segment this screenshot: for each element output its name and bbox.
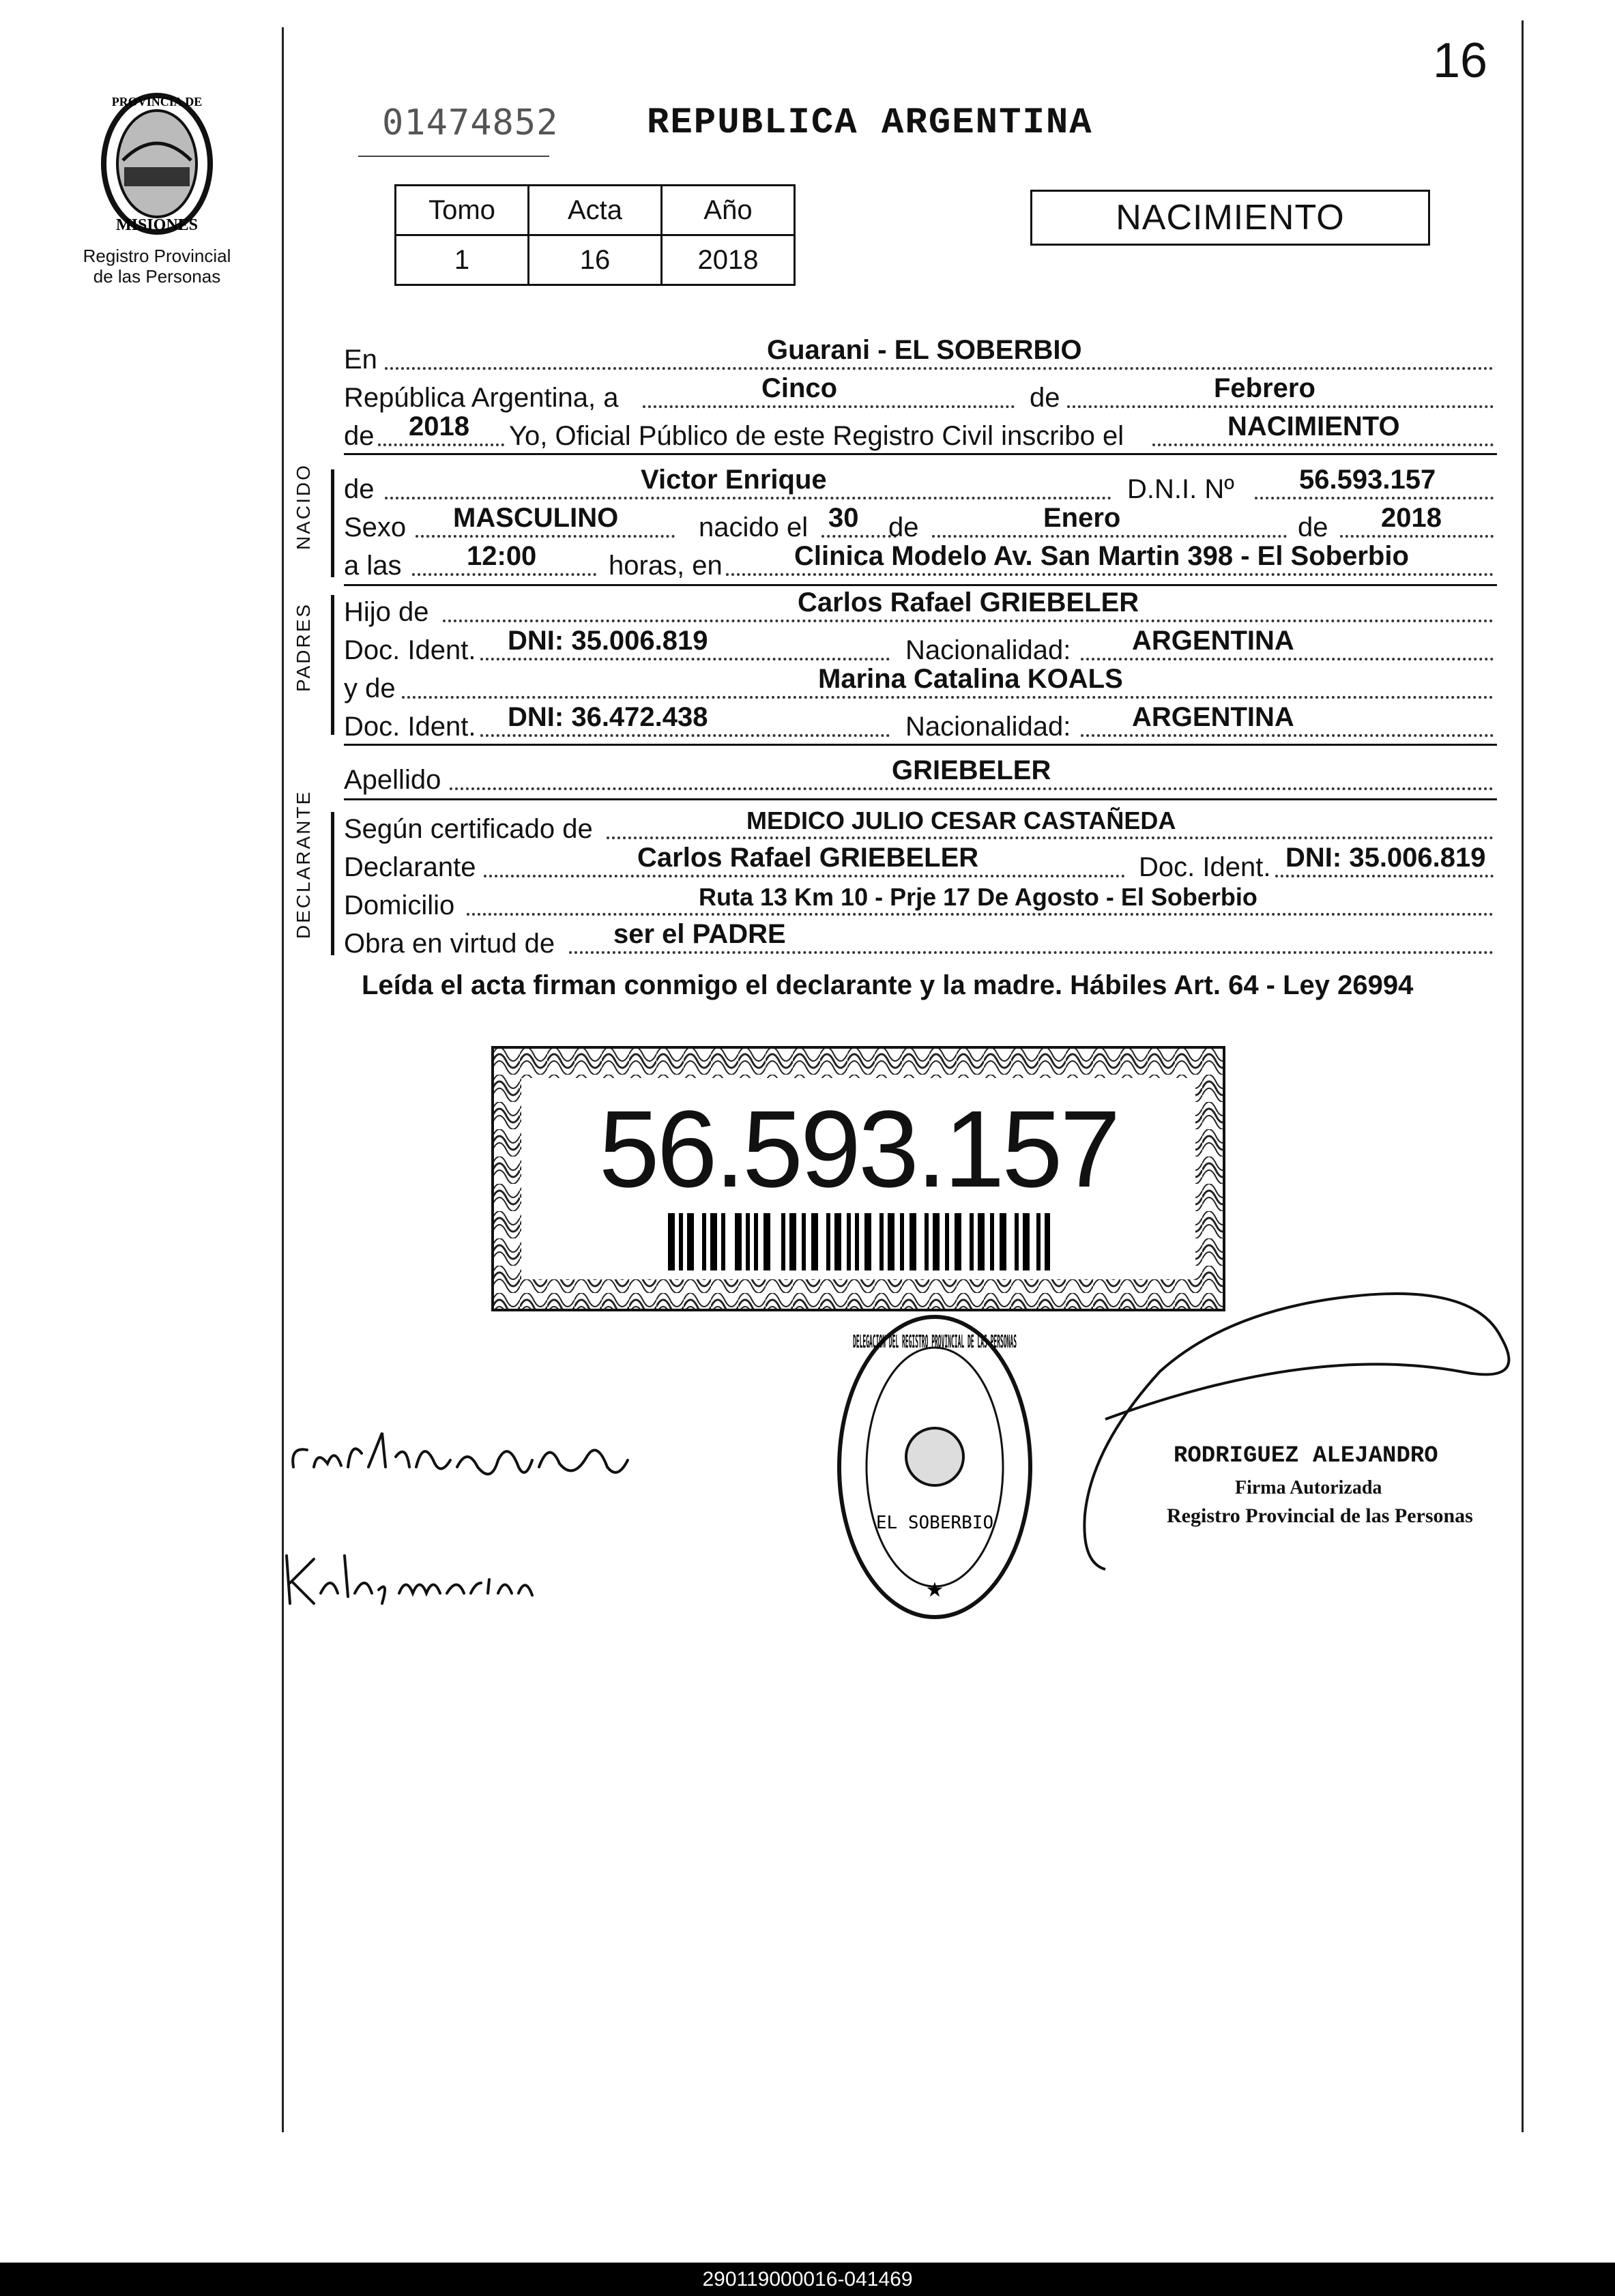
dotted-line [1255, 497, 1494, 499]
value-obra: ser el PADRE [613, 919, 786, 949]
dotted-line [443, 620, 1494, 622]
value-time: 12:00 [467, 541, 537, 571]
label-obra: Obra en virtud de [344, 929, 555, 959]
label-hijo-de: Hijo de [344, 597, 429, 627]
dotted-line [932, 535, 1287, 538]
label-de-name: de [344, 474, 375, 504]
table-value-anio: 2018 [662, 235, 795, 285]
value-birth-place: Clinica Modelo Av. San Martin 398 - El Soberbio [794, 541, 1409, 571]
dotted-line [821, 535, 897, 538]
label-doc-father: Doc. Ident. [344, 635, 476, 665]
dotted-line [1067, 405, 1494, 408]
section-label-nacido: NACIDO [293, 463, 314, 550]
value-apellido: GRIEBELER [892, 755, 1051, 785]
label-nac-mother: Nacionalidad: [905, 712, 1071, 742]
page-number: 16 [1433, 33, 1488, 88]
sticker-inner [521, 1078, 1195, 1279]
label-declarante: Declarante [344, 852, 476, 882]
dotted-line [378, 444, 504, 446]
dotted-line [1340, 535, 1494, 538]
dotted-line [385, 497, 1111, 499]
label-nac-father: Nacionalidad: [905, 635, 1071, 665]
line-father-doc [344, 626, 1497, 666]
logo-caption-1: Registro Provincial [83, 246, 231, 266]
label-y-de: y de [344, 673, 396, 703]
official-name: RODRIGUEZ ALEJANDRO [1174, 1443, 1438, 1469]
dotted-line [1152, 444, 1494, 446]
label-domicilio: Domicilio [344, 890, 455, 920]
section-bar-nacido [331, 469, 334, 577]
line-obra [344, 920, 1497, 959]
value-day: Cinco [761, 373, 838, 403]
value-declarante: Carlos Rafael GRIEBELER [637, 843, 979, 873]
table-header-anio: Año [662, 186, 795, 235]
line-year [344, 412, 1497, 452]
stamp-ring-text: DELEGACION DEL REGISTRO PROVINCIAL DE LAS PERSONAS [853, 1332, 1017, 1352]
table-header-tomo: Tomo [396, 186, 529, 235]
logo-caption-2: de las Personas [93, 266, 221, 287]
dotted-line [385, 367, 1494, 370]
section-bar-declarante [331, 812, 334, 955]
official-signature-icon [1023, 1269, 1528, 1583]
dotted-line [607, 837, 1494, 839]
value-father-nat: ARGENTINA [1132, 626, 1294, 656]
dotted-line [1081, 734, 1494, 737]
value-act: NACIMIENTO [1227, 411, 1400, 441]
line-place [344, 336, 1497, 375]
label-apellido: Apellido [344, 765, 441, 795]
value-dni: 56.593.157 [1299, 465, 1436, 495]
value-father-doc: DNI: 35.006.819 [508, 626, 708, 656]
record-table [394, 184, 796, 286]
delegation-stamp [832, 1310, 1037, 1624]
sticker-dni-number: 56.593.157 [598, 1088, 1118, 1210]
dotted-line [480, 734, 890, 737]
country-title: REPUBLICA ARGENTINA [647, 102, 1093, 144]
line-sex [344, 504, 1497, 543]
label-republica: República Argentina, a [344, 383, 619, 413]
value-name: Victor Enrique [641, 465, 827, 495]
value-month: Febrero [1214, 373, 1315, 403]
seal-bottom-text: MISIONES [115, 216, 199, 234]
dotted-line [467, 913, 1494, 916]
label-de-bmonth: de [888, 512, 919, 542]
section-label-padres: PADRES [293, 602, 314, 692]
section-separator [344, 798, 1497, 800]
barcode-icon [668, 1213, 1050, 1270]
label-doc-decl: Doc. Ident. [1139, 852, 1271, 882]
section-separator [344, 744, 1497, 746]
line-time [344, 542, 1497, 581]
section-separator [344, 584, 1497, 586]
value-mother-doc: DNI: 36.472.438 [508, 702, 708, 732]
value-decl-doc: DNI: 35.006.819 [1285, 843, 1486, 873]
dotted-line [1081, 658, 1494, 660]
value-mother: Marina Catalina KOALS [818, 664, 1123, 694]
dotted-line [726, 573, 1494, 576]
value-place: Guarani - EL SOBERBIO [767, 335, 1082, 365]
value-year: 2018 [409, 411, 469, 441]
line-certificate [344, 805, 1497, 845]
line-domicile [344, 882, 1497, 921]
table-value-tomo: 1 [396, 235, 529, 285]
value-domicilio: Ruta 13 Km 10 - Prje 17 De Agosto - El Soberbio [699, 883, 1257, 911]
dotted-line [402, 696, 1494, 699]
dotted-line [412, 573, 596, 576]
label-sexo: Sexo [344, 512, 407, 542]
line-mother-doc [344, 703, 1497, 742]
mother-signature-icon [276, 1542, 536, 1617]
label-oficial: Yo, Oficial Público de este Registro Civil inscribo el [509, 421, 1124, 451]
dotted-line [450, 787, 1494, 790]
label-de-year: de [344, 421, 375, 451]
seal-top-text: PROVINCIA DE [111, 95, 203, 108]
dotted-line [480, 658, 890, 660]
footer-code: 290119000016-041469 [0, 2263, 1615, 2296]
value-mother-nat: ARGENTINA [1132, 702, 1294, 732]
table-value-acta: 16 [529, 235, 662, 285]
dotted-line [569, 951, 1494, 954]
label-doc-mother: Doc. Ident. [344, 712, 476, 742]
line-father [344, 588, 1497, 628]
section-bar-padres [331, 595, 334, 735]
section-separator [344, 453, 1497, 455]
value-father: Carlos Rafael GRIEBELER [798, 587, 1139, 617]
serial-underline [358, 156, 549, 157]
line-surname [344, 756, 1497, 796]
label-en: En [344, 345, 377, 375]
dotted-line [416, 535, 675, 538]
official-org: Registro Provincial de las Personas [1167, 1505, 1473, 1527]
value-sexo: MASCULINO [453, 503, 619, 533]
label-de-byear: de [1298, 512, 1328, 542]
value-birth-year: 2018 [1381, 503, 1442, 533]
line-name [344, 465, 1497, 505]
line-mother [344, 665, 1497, 704]
stamp-star-icon: ★ [925, 1579, 944, 1601]
line-declarant [344, 843, 1497, 883]
value-birth-month: Enero [1043, 503, 1121, 533]
label-dni: D.N.I. Nº [1127, 474, 1234, 504]
province-logo [68, 85, 246, 287]
left-margin-line [282, 27, 284, 2132]
label-horas: horas, en [609, 551, 723, 581]
label-cert: Según certificado de [344, 814, 593, 844]
right-margin-line [1522, 20, 1524, 2132]
official-role: Firma Autorizada [1235, 1477, 1382, 1498]
father-signature-icon [287, 1419, 641, 1508]
stamp-inner-text: EL SOBERBIO [875, 1513, 994, 1533]
section-label-declarante: DECLARANTE [293, 789, 314, 939]
record-type-box: NACIMIENTO [1030, 190, 1430, 246]
dotted-line [643, 405, 1015, 408]
value-cert: MEDICO JULIO CESAR CASTAÑEDA [746, 806, 1176, 834]
dotted-line [1275, 875, 1494, 877]
line-date [344, 374, 1497, 413]
serial-number: 01474852 [382, 102, 559, 143]
label-de-month: de [1030, 383, 1060, 413]
closing-statement: Leída el acta firman conmigo el declarante y la madre. Hábiles Art. 64 - Ley 26994 [362, 970, 1414, 1000]
label-alas: a las [344, 551, 402, 581]
province-seal-icon [89, 85, 225, 242]
value-birth-day: 30 [828, 503, 859, 533]
table-header-acta: Acta [529, 186, 662, 235]
label-nacido-el: nacido el [699, 512, 809, 542]
dotted-line [484, 875, 1125, 877]
